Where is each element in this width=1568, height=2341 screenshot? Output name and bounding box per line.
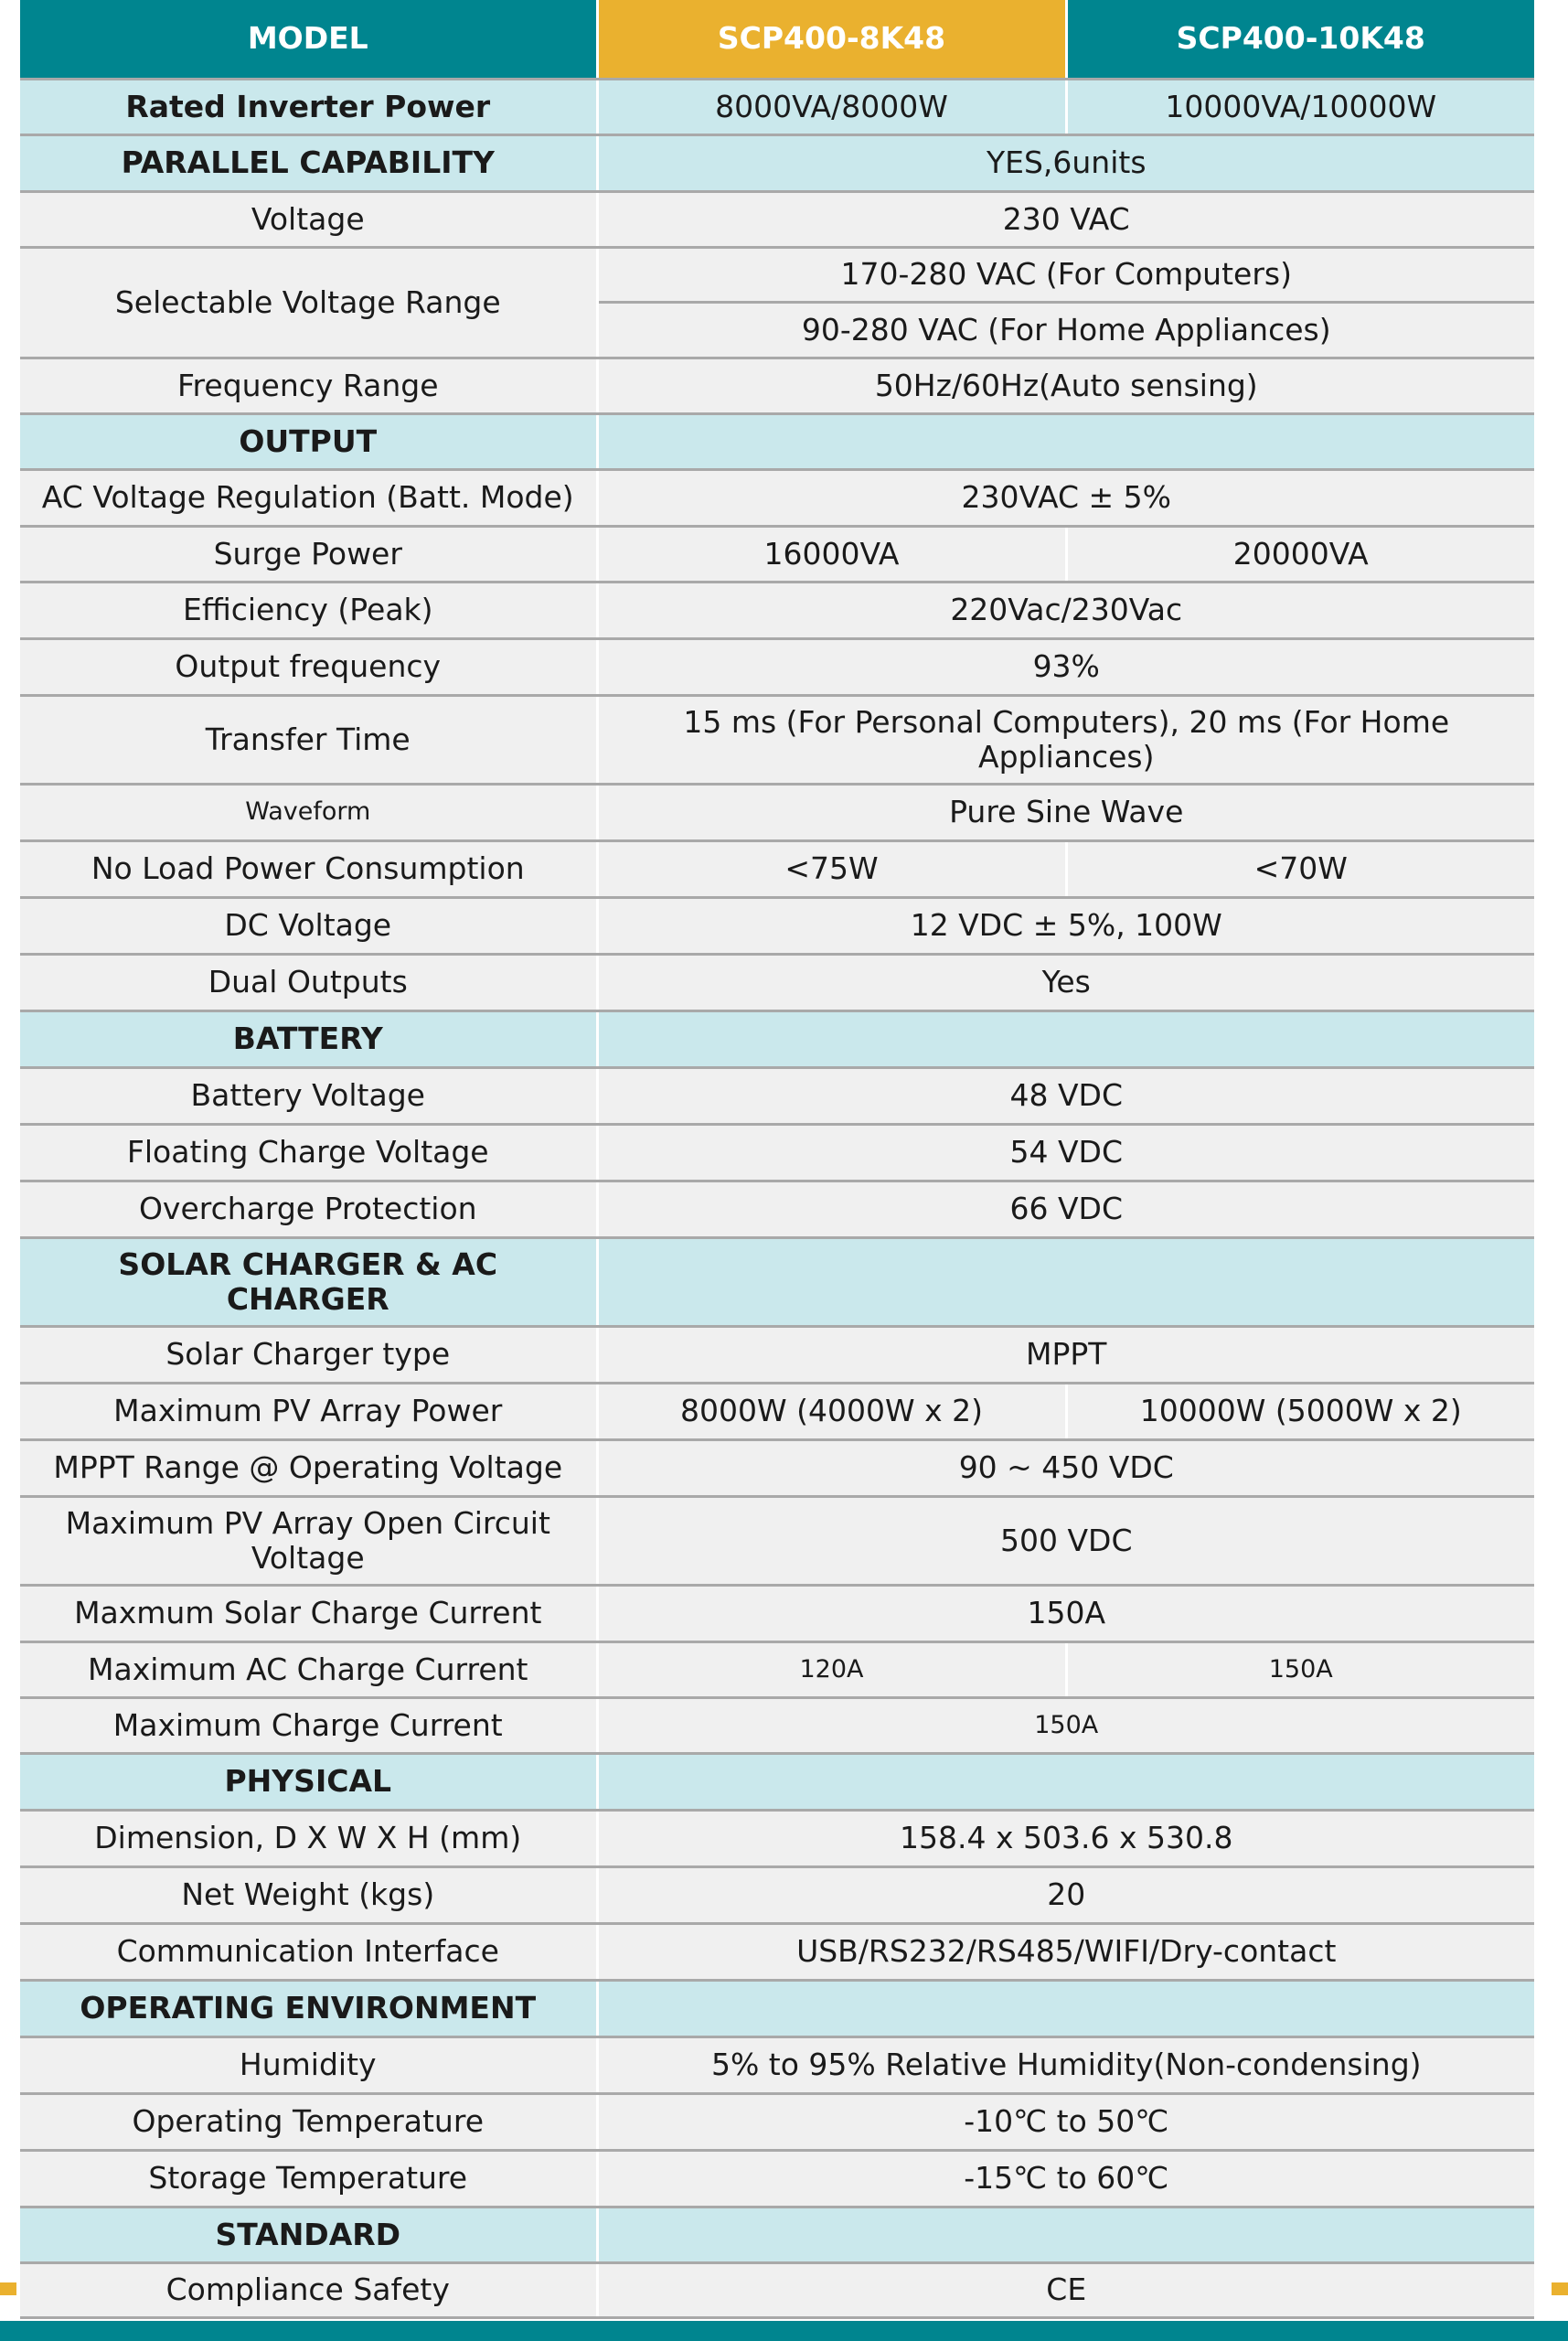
spec-value-computers: 170-280 VAC (For Computers): [597, 247, 1534, 302]
spec-label: Battery Voltage: [20, 1067, 597, 1124]
section-title: STANDARD: [20, 2207, 597, 2262]
model-name-2: SCP400-10K48: [1066, 0, 1534, 79]
section-filler: [597, 2207, 1534, 2262]
spec-value-model-2: <70W: [1066, 840, 1534, 897]
spec-label: PARALLEL CAPABILITY: [20, 134, 597, 191]
spec-label: Maxmum Solar Charge Current: [20, 1585, 597, 1641]
spec-row-compliance: [20, 2262, 1534, 2317]
spec-label: Maximum AC Charge Current: [20, 1641, 597, 1697]
spec-label: Compliance Safety: [20, 2262, 597, 2317]
spec-label: Transfer Time: [20, 695, 597, 784]
spec-row-waveform: [20, 784, 1534, 840]
section-filler: [597, 1237, 1534, 1326]
spec-label: Storage Temperature: [20, 2150, 597, 2207]
spec-row-frequency-range: [20, 358, 1534, 413]
spec-row-dc-voltage: [20, 897, 1534, 954]
spec-label: Dimension, D X W X H (mm): [20, 1810, 597, 1866]
spec-label: MPPT Range @ Operating Voltage: [20, 1439, 597, 1496]
spec-label: Maximum PV Array Open Circuit Voltage: [20, 1496, 597, 1585]
spec-row-dual-outputs: [20, 954, 1534, 1010]
spec-label: Humidity: [20, 2036, 597, 2093]
spec-row-max-pv-open-circuit: [20, 1496, 1534, 1585]
spec-row-parallel: [20, 134, 1534, 191]
spec-label: Output frequency: [20, 638, 597, 695]
spec-value: 66 VDC: [597, 1181, 1534, 1237]
spec-label: AC Voltage Regulation (Batt. Mode): [20, 469, 597, 526]
spec-row-battery-voltage: [20, 1067, 1534, 1124]
spec-row-max-pv-power: [20, 1383, 1534, 1439]
spec-label: No Load Power Consumption: [20, 840, 597, 897]
spec-row-mppt-range: [20, 1439, 1534, 1496]
spec-value-model-1: 8000W (4000W x 2): [597, 1383, 1066, 1439]
spec-value: 230VAC ± 5%: [597, 469, 1534, 526]
spec-row-humidity: [20, 2036, 1534, 2093]
spec-row-net-weight: [20, 1866, 1534, 1923]
spec-label: Communication Interface: [20, 1923, 597, 1980]
spec-value: -15℃ to 60℃: [597, 2150, 1534, 2207]
spec-value: -10℃ to 50℃: [597, 2093, 1534, 2150]
spec-label: Selectable Voltage Range: [20, 247, 597, 358]
spec-row-dimension: [20, 1810, 1534, 1866]
spec-label: Solar Charger type: [20, 1326, 597, 1383]
spec-value-model-2: 10000W (5000W x 2): [1066, 1383, 1534, 1439]
section-title: OPERATING ENVIRONMENT: [20, 1980, 597, 2036]
spec-value-model-1: 16000VA: [597, 526, 1066, 582]
spec-value: 54 VDC: [597, 1124, 1534, 1181]
spec-label: Waveform: [20, 784, 597, 840]
spec-value-model-2: 10000VA/10000W: [1066, 79, 1534, 134]
model-name-1: SCP400-8K48: [597, 0, 1066, 79]
section-header-standard: [20, 2207, 1534, 2262]
spec-value: MPPT: [597, 1326, 1534, 1383]
spec-row-floating-charge: [20, 1124, 1534, 1181]
spec-value-model-1: 120A: [597, 1641, 1066, 1697]
section-header-physical: [20, 1753, 1534, 1810]
spec-value: USB/RS232/RS485/WIFI/Dry-contact: [597, 1923, 1534, 1980]
section-title: BATTERY: [20, 1010, 597, 1067]
spec-value: Pure Sine Wave: [597, 784, 1534, 840]
spec-value-model-1: 8000VA/8000W: [597, 79, 1066, 134]
spec-label: Operating Temperature: [20, 2093, 597, 2150]
header-row: [20, 0, 1534, 79]
section-header-output: [20, 413, 1534, 469]
spec-value-model-2: 150A: [1066, 1641, 1534, 1697]
spec-label: Voltage: [20, 191, 597, 247]
spec-value: 150A: [597, 1585, 1534, 1641]
section-header-solar-charger: [20, 1237, 1534, 1326]
spec-label: Net Weight (kgs): [20, 1866, 597, 1923]
spec-row-max-solar-current: [20, 1585, 1534, 1641]
spec-value: 90 ~ 450 VDC: [597, 1439, 1534, 1496]
spec-value: 500 VDC: [597, 1496, 1534, 1585]
spec-row-max-ac-current: [20, 1641, 1534, 1697]
spec-table: [20, 0, 1534, 2319]
section-header-battery: [20, 1010, 1534, 1067]
spec-label: Surge Power: [20, 526, 597, 582]
section-title: PHYSICAL: [20, 1753, 597, 1810]
spec-row-communication: [20, 1923, 1534, 1980]
spec-value: CE: [597, 2262, 1534, 2317]
spec-row-efficiency: [20, 582, 1534, 638]
spec-row-solar-type: [20, 1326, 1534, 1383]
spec-value: 158.4 x 503.6 x 530.8: [597, 1810, 1534, 1866]
spec-row-storage-temp: [20, 2150, 1534, 2207]
section-title: OUTPUT: [20, 413, 597, 469]
spec-value: 50Hz/60Hz(Auto sensing): [597, 358, 1534, 413]
spec-row-operating-temp: [20, 2093, 1534, 2150]
spec-label: Overcharge Protection: [20, 1181, 597, 1237]
spec-value: 220Vac/230Vac: [597, 582, 1534, 638]
spec-value: 12 VDC ± 5%, 100W: [597, 897, 1534, 954]
spec-label: Maximum Charge Current: [20, 1697, 597, 1753]
section-filler: [597, 1010, 1534, 1067]
spec-value: Yes: [597, 954, 1534, 1010]
spec-value: 230 VAC: [597, 191, 1534, 247]
spec-row-rated-power: [20, 79, 1534, 134]
spec-label: Efficiency (Peak): [20, 582, 597, 638]
footer-accent-left: [0, 2282, 16, 2295]
spec-value-home-appliances: 90-280 VAC (For Home Appliances): [597, 302, 1534, 358]
spec-row-no-load: [20, 840, 1534, 897]
spec-label: Maximum PV Array Power: [20, 1383, 597, 1439]
spec-label: Rated Inverter Power: [20, 79, 597, 134]
spec-row-ac-regulation: [20, 469, 1534, 526]
spec-row-overcharge: [20, 1181, 1534, 1237]
spec-value: YES,6units: [597, 134, 1534, 191]
footer-bar: [0, 2321, 1568, 2341]
section-filler: [597, 413, 1534, 469]
footer-accent-right: [1552, 2282, 1568, 2295]
spec-label: Dual Outputs: [20, 954, 597, 1010]
spec-value-model-2: 20000VA: [1066, 526, 1534, 582]
spec-value: 93%: [597, 638, 1534, 695]
spec-label: Frequency Range: [20, 358, 597, 413]
spec-row-voltage: [20, 191, 1534, 247]
spec-value-model-1: <75W: [597, 840, 1066, 897]
spec-value: 20: [597, 1866, 1534, 1923]
spec-value: 15 ms (For Personal Computers), 20 ms (For Home Appliances): [597, 695, 1534, 784]
spec-row-output-frequency: [20, 638, 1534, 695]
spec-row-selectable-range: [20, 247, 1534, 302]
section-title: SOLAR CHARGER & AC CHARGER: [20, 1237, 597, 1326]
section-header-environment: [20, 1980, 1534, 2036]
spec-value: 150A: [597, 1697, 1534, 1753]
spec-row-surge-power: [20, 526, 1534, 582]
model-label: MODEL: [20, 0, 597, 79]
spec-row-transfer-time: [20, 695, 1534, 784]
spec-label: Floating Charge Voltage: [20, 1124, 597, 1181]
spec-label: DC Voltage: [20, 897, 597, 954]
section-filler: [597, 1753, 1534, 1810]
spec-value: 48 VDC: [597, 1067, 1534, 1124]
section-filler: [597, 1980, 1534, 2036]
spec-value: 5% to 95% Relative Humidity(Non-condensing): [597, 2036, 1534, 2093]
spec-row-max-charge-current: [20, 1697, 1534, 1753]
